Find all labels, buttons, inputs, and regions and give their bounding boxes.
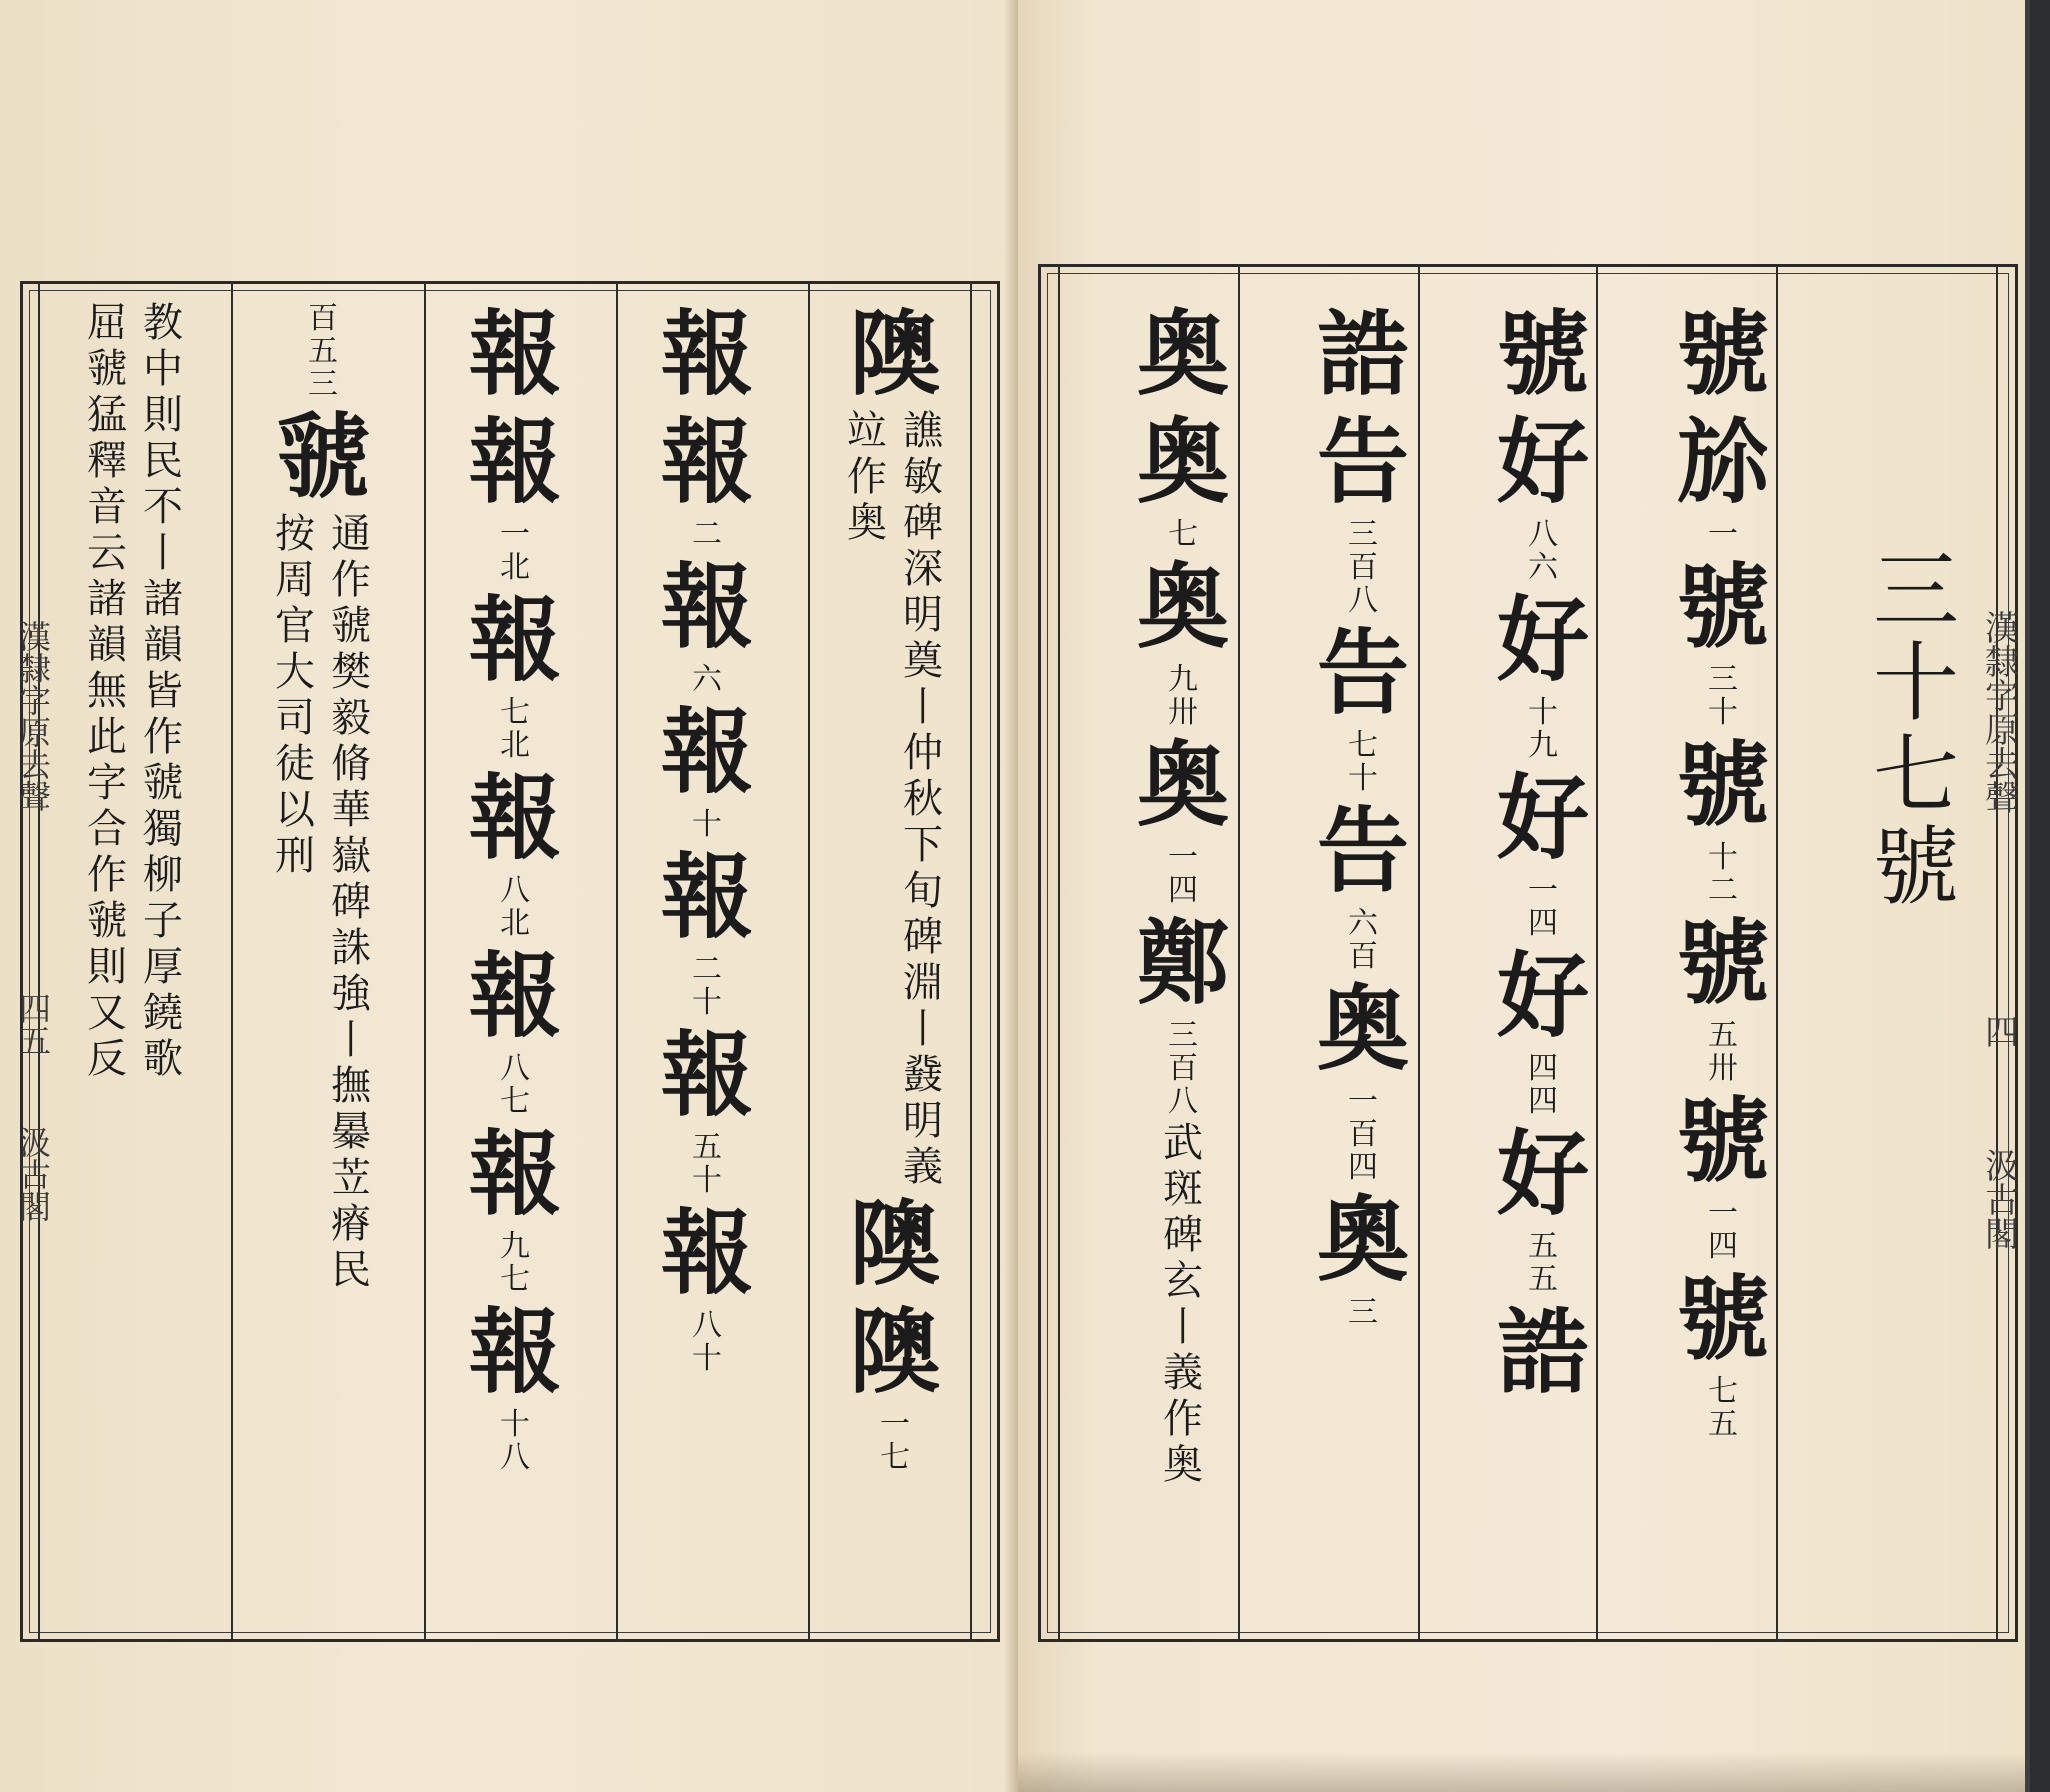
annotation-character: 苙 [331,1155,371,1201]
text-column [800,300,990,1476]
reference-number: 七 [500,695,530,730]
annotation-character: 武 [1163,1120,1203,1166]
annotation-character: 撫 [331,1063,371,1109]
reference-number: 北 [500,550,530,585]
head-character: 隩 [848,300,941,408]
head-character: 好 [1496,408,1589,516]
annotation-character: 釋 [87,438,127,484]
annotation-character: 音 [87,484,127,530]
reference-number: 八 [1168,1084,1198,1119]
section-title [1858,545,1958,913]
reference-number: 北 [500,906,530,941]
annotation-character: 華 [331,787,371,833]
annotation-character: 仲 [903,730,943,776]
reference-number: 百 [1348,939,1378,974]
glyph-reference-numbers [308,302,338,401]
head-character: 報 [468,586,561,694]
reference-number: 三 [1348,517,1378,552]
annotation-character: 丨 [143,530,183,576]
glyph-reference-numbers [692,1131,722,1197]
annotation-character: 教 [143,300,183,346]
annotation-character: 子 [143,898,183,944]
text-column [420,300,610,1476]
glyph-reference-numbers [1348,1296,1378,1329]
annotation-character: 獨 [143,806,183,852]
text-column [1458,300,1628,1406]
annotation-character: 不 [143,484,183,530]
head-character: 報 [660,698,753,806]
annotation-character: 作 [143,714,183,760]
right-margin-strip [1978,610,2019,1250]
annotation-character: 明 [903,592,943,638]
annotation-character: 此 [87,714,127,760]
annotation-character: 以 [275,787,315,833]
annotation-character: 柳 [143,852,183,898]
reference-number: 十 [1348,761,1378,796]
annotation-character: 司 [275,695,315,741]
reference-number: 北 [500,728,530,763]
reference-number: 九 [1528,728,1558,763]
head-character: 報 [468,942,561,1050]
glyph-reference-numbers [1708,841,1738,907]
reference-number: 十 [1708,695,1738,730]
text-column [1638,300,1808,1443]
reference-number: 百 [1168,1051,1198,1086]
head-character: 鄭 [1136,909,1229,1017]
head-character: 報 [468,300,561,408]
reference-number: 十 [692,1163,722,1198]
annotation-character: 云 [87,530,127,576]
glyph-reference-numbers [1528,874,1558,940]
reference-number: 四 [1348,1150,1378,1185]
head-character: 誥 [1316,300,1409,408]
glyph-reference-numbers [1348,729,1378,795]
glyph-reference-numbers [1708,1019,1738,1085]
annotation-character: 旬 [903,868,943,914]
head-character: 報 [468,1120,561,1228]
left-margin-page: 四五 [14,992,52,1056]
annotation-character: 明 [903,1098,943,1144]
annotation-character: 奠 [903,638,943,684]
annotation-character: 碑 [903,500,943,546]
reference-number: 八 [500,1440,530,1475]
head-character: 誥 [1496,1298,1589,1406]
reference-number: 三 [1168,1018,1198,1053]
reference-number: 百 [308,301,338,336]
glyph-reference-numbers [1528,1230,1558,1296]
glyph-reference-numbers [1708,518,1738,551]
annotation-character: 強 [331,971,371,1017]
annotation-character: 民 [331,1247,371,1293]
reference-number: 二 [1708,873,1738,908]
reference-number: 五 [1708,1407,1738,1442]
annotation-character: 按 [275,511,315,557]
head-character: 告 [1316,408,1409,516]
annotation-character: 則 [143,392,183,438]
glyph-reference-numbers [1168,1019,1198,1118]
annotation-character: 韻 [143,622,183,668]
head-character: 報 [660,1021,753,1129]
annotation-text [275,511,371,1293]
annotation-character: 斑 [1163,1166,1203,1212]
annotation-character: 虢 [143,760,183,806]
reference-number: 六 [1348,906,1378,941]
annotation-character: 虢 [331,603,371,649]
text-column [40,300,230,1082]
annotation-character: 丨 [1163,1304,1203,1350]
glyph-reference-numbers [1168,518,1198,551]
glyph-reference-numbers [500,1052,530,1118]
head-character: 號 [1676,1087,1769,1195]
head-character: 報 [660,843,753,951]
head-character: 告 [1316,619,1409,727]
head-character: 號 [1676,1265,1769,1373]
annotation-character: 大 [275,649,315,695]
head-character: 報 [468,1298,561,1406]
left-page [0,0,1018,1792]
annotation-character: 丨 [903,1006,943,1052]
text-column [228,300,418,1293]
text-column [1278,300,1448,1331]
reference-number: 七 [500,1262,530,1297]
reference-number: 七 [500,1084,530,1119]
reference-number: 百 [1348,550,1378,585]
glyph-reference-numbers [692,1309,722,1375]
reference-number: 一 [1168,840,1198,875]
reference-number: 九 [500,1229,530,1264]
annotation-character: 諸 [143,576,183,622]
annotation-character: 譙 [903,408,943,454]
annotation-character: 下 [903,822,943,868]
reference-number: 十 [500,1407,530,1442]
reference-number: 十 [1528,695,1558,730]
annotation-character: 瘠 [331,1201,371,1247]
reference-number: 三 [308,367,338,402]
glyph-reference-numbers [500,874,530,940]
glyph-reference-numbers [692,953,722,1019]
reference-number: 十 [1708,840,1738,875]
head-character: 告 [1316,797,1409,905]
annotation-character: 碑 [903,914,943,960]
glyph-reference-numbers [1708,1375,1738,1441]
annotation-character: 韻 [87,622,127,668]
glyph-reference-numbers [1348,518,1378,617]
reference-number: 卅 [1168,695,1198,730]
head-character: 報 [660,300,753,408]
annotation-character: 則 [87,944,127,990]
annotation-text [847,408,943,1190]
head-character: 號 [1676,909,1769,1017]
annotation-character: 無 [87,668,127,714]
glyph-reference-numbers [500,1230,530,1296]
glyph-reference-numbers [1348,907,1378,973]
annotation-character: 秋 [903,776,943,822]
annotation-text [1163,1120,1203,1488]
reference-number: 一 [1348,1084,1378,1119]
annotation-character: 碑 [331,879,371,925]
annotation-character: 諸 [87,576,127,622]
annotation-text [87,300,183,1082]
book-edge [2030,0,2050,1792]
text-column [1098,300,1268,1488]
glyph-reference-numbers [500,1408,530,1474]
annotation-character: 奥 [847,500,887,546]
head-character: 報 [660,408,753,516]
reference-number: 一 [1708,517,1738,552]
reference-number: 百 [1348,1117,1378,1152]
head-character: 奥 [1136,300,1229,408]
annotation-character: 奥 [1163,1442,1203,1488]
head-character: 奥 [1316,975,1409,1083]
annotation-character: 合 [87,806,127,852]
glyph-reference-numbers [1528,696,1558,762]
head-character: 號 [1676,731,1769,839]
head-character: 好 [1496,586,1589,694]
reference-number: 三 [1708,662,1738,697]
reference-number: 八 [1528,517,1558,552]
reference-number: 四 [1528,1051,1558,1086]
right-margin-title: 漢隸字原去聲 [1978,610,2019,814]
head-character: 報 [468,408,561,516]
glyph-reference-numbers [692,663,722,696]
reference-number: 一 [880,1407,910,1442]
annotation-character: 誅 [331,925,371,971]
annotation-character: 徒 [275,741,315,787]
reference-number: 五 [1708,1018,1738,1053]
head-character: 虢 [276,403,369,511]
annotation-character: 脩 [331,741,371,787]
reference-number: 十 [692,985,722,1020]
annotation-character: 義 [903,1144,943,1190]
reference-number: 七 [880,1440,910,1475]
head-character: 好 [1496,942,1589,1050]
glyph-reference-numbers [1168,841,1198,907]
annotation-character: 作 [1163,1396,1203,1442]
reference-number: 卅 [1708,1051,1738,1086]
right-margin-page: 四 [1978,1014,2019,1048]
annotation-character: 中 [143,346,183,392]
right-page [1018,0,2025,1792]
section-title-text: 三十七號 [1858,545,1958,913]
reference-number: 四 [1168,873,1198,908]
reference-number: 二 [692,517,722,552]
annotation-character: 虢 [87,898,127,944]
annotation-character: 字 [87,760,127,806]
reference-number: 八 [692,1308,722,1343]
annotation-character: 皆 [143,668,183,714]
reference-number: 六 [692,662,722,697]
reference-number: 一 [1528,873,1558,908]
reference-number: 一 [500,517,530,552]
reference-number: 十 [692,1341,722,1376]
text-column [612,300,802,1377]
reference-number: 七 [1168,517,1198,552]
reference-number: 四 [1528,1084,1558,1119]
head-character: 號 [1496,300,1589,408]
annotation-character: 又 [87,990,127,1036]
head-character: 好 [1496,764,1589,872]
glyph-reference-numbers [692,518,722,551]
annotation-character: 厚 [143,944,183,990]
reference-number: 八 [1348,583,1378,618]
annotation-character: 丨 [903,684,943,730]
reference-number: 五 [1528,1229,1558,1264]
annotation-character: 屈 [87,300,127,346]
annotation-character: 反 [87,1036,127,1082]
reference-number: 五 [1528,1262,1558,1297]
annotation-character: 玄 [1163,1258,1203,1304]
reference-number: 十 [692,807,722,842]
glyph-reference-numbers [1348,1085,1378,1184]
annotation-character: 敏 [903,454,943,500]
reference-number: 九 [1168,662,1198,697]
head-character: 報 [660,1199,753,1307]
head-character: 奥 [1136,553,1229,661]
glyph-reference-numbers [880,1408,910,1474]
glyph-reference-numbers [1708,1197,1738,1263]
head-character: 號 [1676,300,1769,408]
reference-number: 八 [500,873,530,908]
annotation-character: 義 [1163,1350,1203,1396]
annotation-character: 丨 [331,1017,371,1063]
annotation-character: 深 [903,546,943,592]
right-margin-publisher: 汲古閣 [1978,1148,2019,1250]
annotation-character: 嶽 [331,833,371,879]
annotation-character: 毅 [331,695,371,741]
reference-number: 四 [1528,906,1558,941]
reference-number: 七 [1348,728,1378,763]
annotation-character: 碑 [1163,1212,1203,1258]
glyph-reference-numbers [1708,663,1738,729]
head-character: 奧 [1316,1186,1409,1294]
reference-number: 一 [1708,1196,1738,1231]
annotation-character: 作 [847,454,887,500]
head-character: 好 [1496,1120,1589,1228]
annotation-character: 刑 [275,833,315,879]
reference-number: 四 [1708,1229,1738,1264]
glyph-reference-numbers [692,808,722,841]
head-character: 號 [1676,553,1769,661]
glyph-reference-numbers [500,518,530,584]
left-margin-title: 漢隸字原去聲 [14,620,52,812]
reference-number: 二 [692,952,722,987]
annotation-character: 鼗 [903,1052,943,1098]
glyph-reference-numbers [500,696,530,762]
annotation-character: 鐃 [143,990,183,1036]
annotation-character: 周 [275,557,315,603]
head-character: 㫆 [1676,408,1769,516]
annotation-character: 通 [331,511,371,557]
reference-number: 七 [1708,1374,1738,1409]
head-character: 隩 [848,1190,941,1298]
annotation-character: 竝 [847,408,887,454]
reference-number: 五 [308,334,338,369]
annotation-character: 猛 [87,392,127,438]
reference-number: 八 [500,1051,530,1086]
annotation-character: 官 [275,603,315,649]
left-margin-publisher: 汲古閣 [14,1126,52,1222]
glyph-reference-numbers [1528,518,1558,584]
head-character: 奥 [1136,731,1229,839]
glyph-reference-numbers [1528,1052,1558,1118]
reference-number: 三 [1348,1295,1378,1330]
annotation-character: 作 [87,852,127,898]
annotation-character: 虢 [87,346,127,392]
head-character: 隩 [848,1298,941,1406]
head-character: 報 [660,553,753,661]
head-character: 報 [468,764,561,872]
annotation-character: 樊 [331,649,371,695]
annotation-character: 民 [143,438,183,484]
head-character: 奥 [1136,408,1229,516]
glyph-reference-numbers [1168,663,1198,729]
annotation-character: 淵 [903,960,943,1006]
annotation-character: 作 [331,557,371,603]
annotation-character: 㬥 [331,1109,371,1155]
annotation-character: 歌 [143,1036,183,1082]
reference-number: 六 [1528,550,1558,585]
reference-number: 五 [692,1130,722,1165]
